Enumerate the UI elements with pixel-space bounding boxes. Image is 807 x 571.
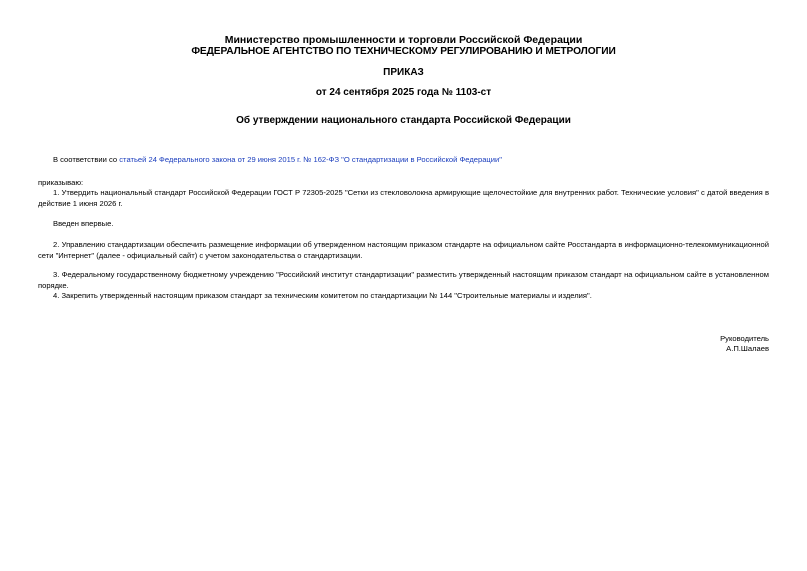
order-item-4: 4. Закрепить утвержденный настоящим приказом стандарт за техническим комитетом по стандартизации № 144 "Строительные материалы и изделия". [53,291,592,300]
order-item-3: 3. Федеральному государственному бюджетному учреждению "Российский институт стандартизации" разместить утвержденный настоящим приказом стандарт на официальном сайте в установленном порядке. [38,270,769,290]
intro-paragraph [38,154,769,165]
introduced-note: Введен впервые. [53,219,114,228]
order-item-2: 2. Управлению стандартизации обеспечить размещение информации об утвержденном настоящим приказом стандарте на официальном сайте Росстандарта в информационно-телекоммуникационной сети "Интернет" (далее - официальный сайт) с учетом законодательства о стандартизации. [38,240,769,260]
agency-title: ФЕДЕРАЛЬНОЕ АГЕНТСТВО ПО ТЕХНИЧЕСКОМУ РЕГУЛИРОВАНИЮ И МЕТРОЛОГИИ [191,46,616,57]
order-word: приказываю: [38,178,84,187]
document-subject: Об утверждении национального стандарта Российской Федерации [236,115,571,126]
law-reference-link[interactable]: статьей 24 Федерального закона от 29 июня 2015 г. № 162-ФЗ "О стандартизации в Российской Федерации" [119,155,502,164]
order-item-1: 1. Утвердить национальный стандарт Российской Федерации ГОСТ Р 72305-2025 "Сетки из стекловолокна армирующие щелочестойкие для внутренних работ. Технические условия" с датой введения в действие 1 июня 2026 г. [38,188,769,208]
document-date-number: от 24 сентября 2025 года № 1103-ст [315,87,492,98]
signature-name: А.П.Шалаев [726,344,769,353]
ministry-title: Министерство промышленности и торговли Российской Федерации [224,34,583,46]
document-type: ПРИКАЗ [383,67,424,78]
signature-title: Руководитель [720,334,769,343]
intro-prefix: В соответствии со [53,155,120,164]
